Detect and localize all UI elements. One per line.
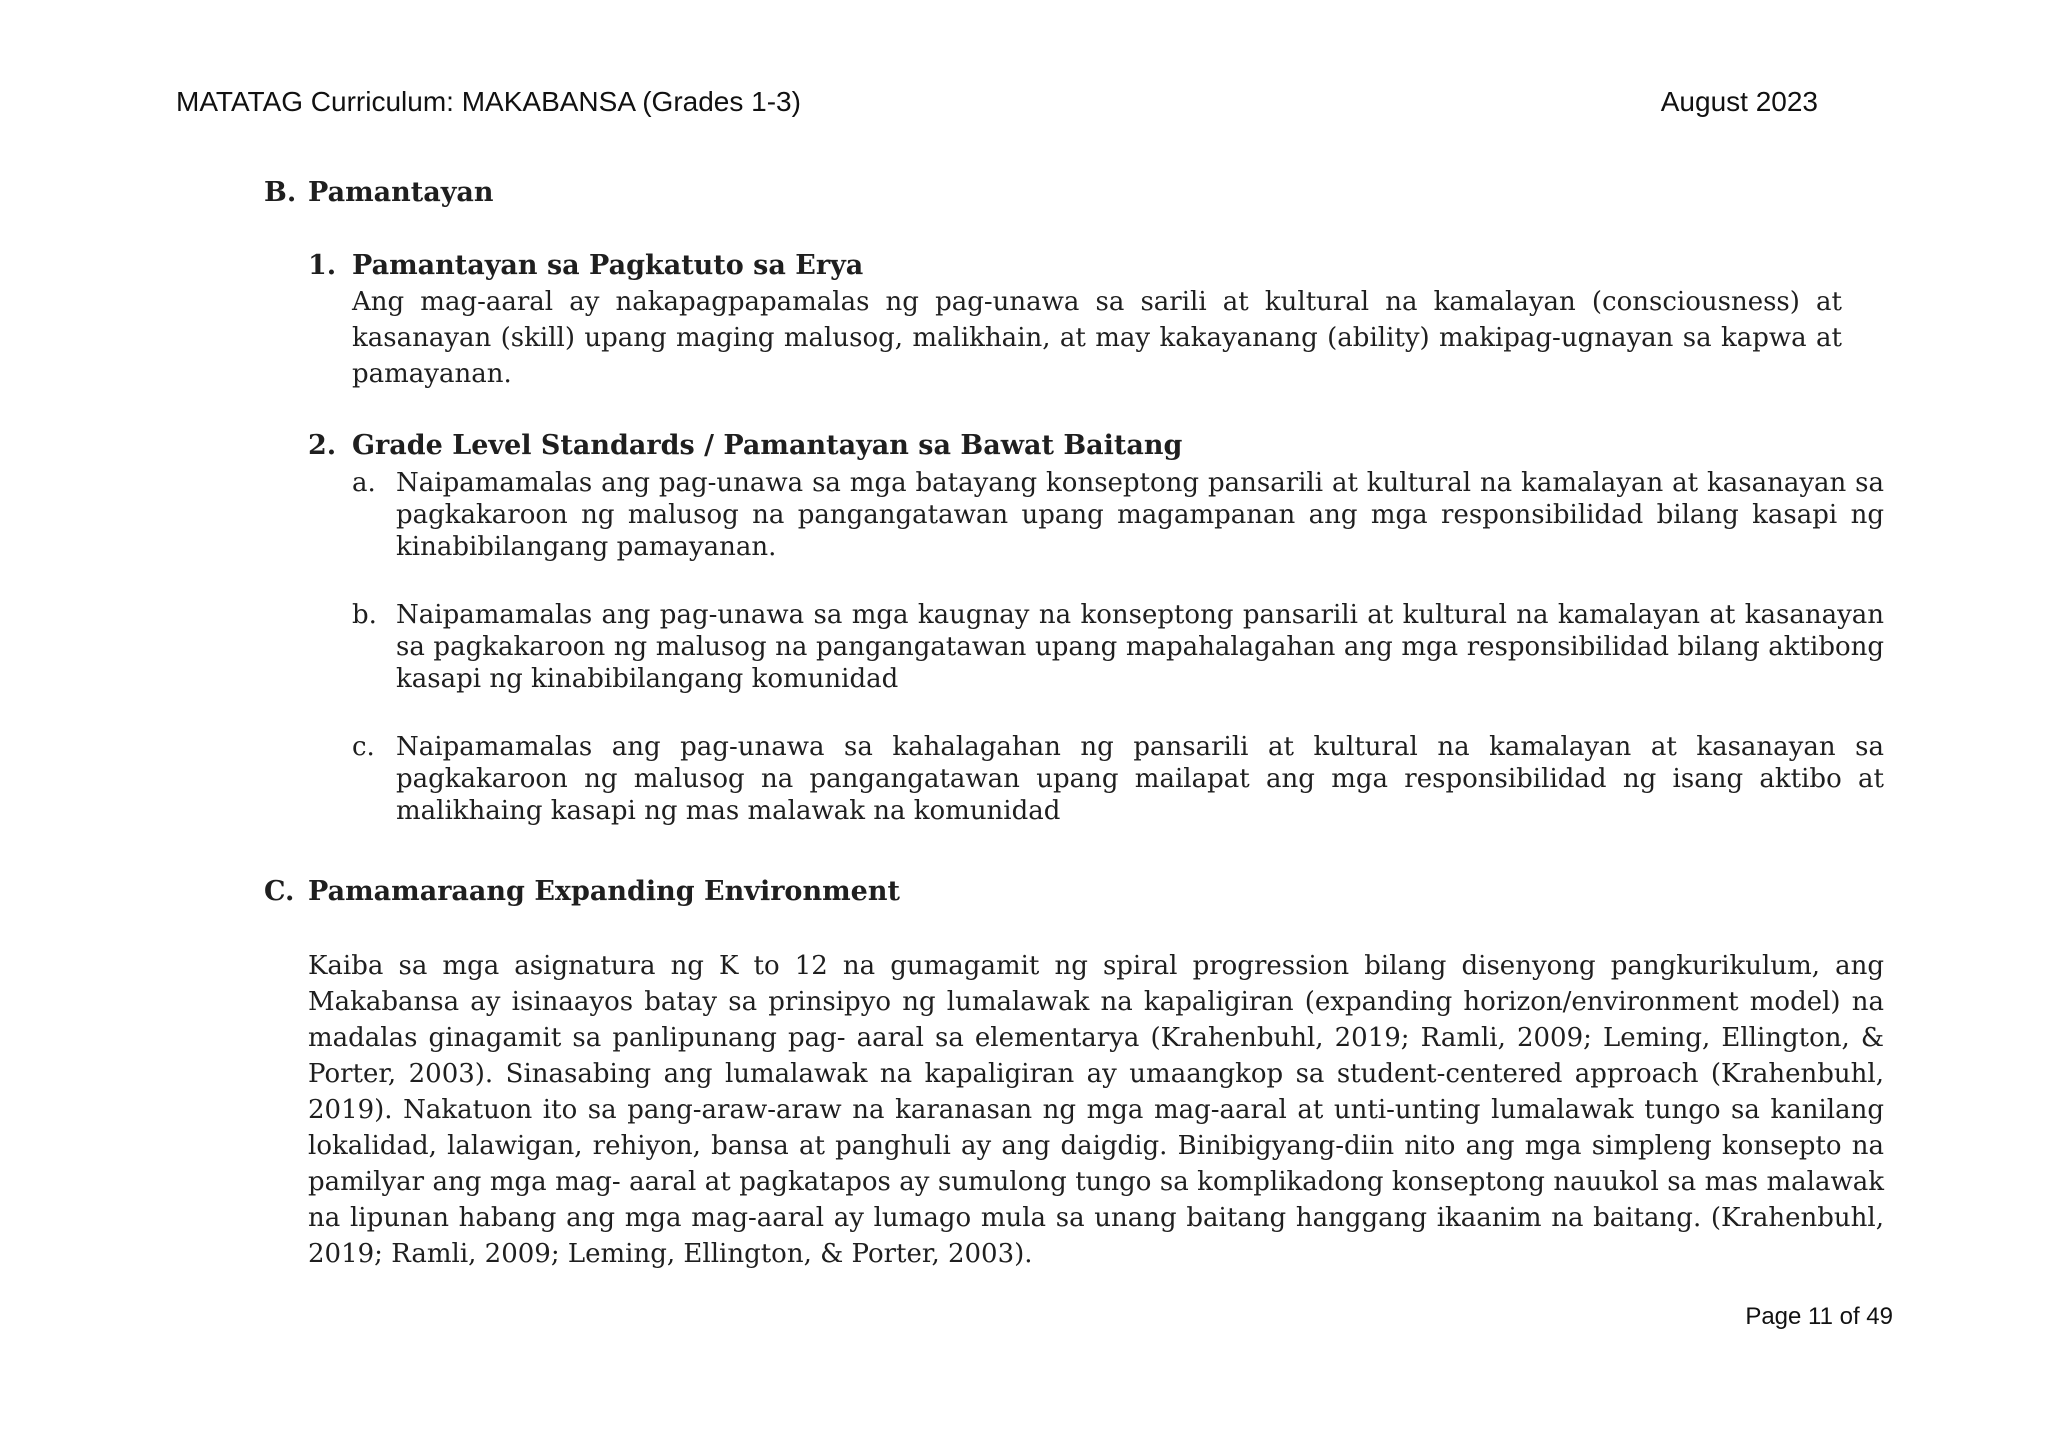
subsection-1-heading — [308, 248, 863, 284]
page-number: Page 11 of 49 — [1745, 1303, 1893, 1330]
section-b-marker: B. — [264, 177, 297, 208]
section-c-text: Kaiba sa mga asignatura ng K to 12 na gumagamit ng spiral progression bilang disenyong pangkurikulum, ang Makabansa ay isinaayos batay sa prinsipyo ng lumalawak na kapaligiran (expanding horizon/environment model) na madalas ginagamit sa panlipunang pag- aaral sa elementarya (Krahenbuhl, 2019; Ramli, 2009; Leming, Ellington, & Porter, 2003). Sinasabing ang lumalawak na kapaligiran ay umaangkop sa student-centered approach (Krahenbuhl, 2019). Nakatuon ito sa pang-araw-araw na karanasan ng mga mag-aaral at unti-unting lumalawak tungo sa kanilang lokalidad, lalawigan, rehiyon, bansa at panghuli ay ang daigdig. Binibigyang-diin nito ang mga simpleng konsepto na pamilyar ang mga mag- aaral at pagkatapos ay sumulong tungo sa komplikadong konseptong nauukol sa mas malawak na lipunan habang ang mga mag-aaral ay lumago mula sa unang baitang hanggang ikaanim na baitang. (Krahenbuhl, 2019; Ramli, 2009; Leming, Ellington, & Porter, 2003). — [308, 951, 1884, 1269]
subsection-1-text: Ang mag-aaral ay nakapagpapamalas ng pag-unawa sa sarili at kultural na kamalayan (consciousness) at kasanayan (skill) upang maging malusog, malikhain, at may kakayanang (ability) makipag-ugnayan sa kapwa at pamayanan. — [352, 287, 1842, 389]
document-header-title: MATATAG Curriculum: MAKABANSA (Grades 1-3) — [176, 86, 801, 117]
standard-item-a — [352, 467, 1884, 563]
section-b-title: Pamantayan — [308, 177, 494, 208]
section-c-heading — [264, 874, 900, 910]
subsection-2-marker: 2. — [308, 430, 337, 461]
standard-item-c — [352, 731, 1884, 827]
subsection-1-marker: 1. — [308, 250, 337, 281]
standard-item-c-letter: c. — [352, 732, 375, 762]
subsection-1-title: Pamantayan sa Pagkatuto sa Erya — [352, 250, 864, 281]
standard-item-b-letter: b. — [352, 600, 377, 630]
subsection-2-title: Grade Level Standards / Pamantayan sa Bawat Baitang — [352, 430, 1183, 461]
subsection-2-heading — [308, 428, 1182, 464]
standard-item-a-letter: a. — [352, 468, 376, 498]
standard-item-c-text: Naipamamalas ang pag-unawa sa kahalagahan ng pansarili at kultural na kamalayan at kasanayan sa pagkakaroon ng malusog na pangangatawan upang mailapat ang mga responsibilidad ng isang aktibo at malikhaing kasapi ng mas malawak na komunidad — [396, 732, 1884, 826]
section-b-heading — [264, 175, 494, 211]
document-header-date: August 2023 — [1660, 86, 1818, 117]
section-c-marker: C. — [264, 876, 295, 907]
section-c-title: Pamamaraang Expanding Environment — [308, 876, 900, 907]
standard-item-a-text: Naipamamalas ang pag-unawa sa mga batayang konseptong pansarili at kultural na kamalayan at kasanayan sa pagkakaroon ng malusog na pangangatawan upang magampanan ang mga responsibilidad bilang kasapi ng kinabibilangang pamayanan. — [396, 468, 1884, 562]
standard-item-b — [352, 599, 1884, 695]
standard-item-b-text: Naipamamalas ang pag-unawa sa mga kaugnay na konseptong pansarili at kultural na kamalayan at kasanayan sa pagkakaroon ng malusog na pangangatawan upang mapahalagahan ang mga responsibilidad bilang aktibong kasapi ng kinabibilangang komunidad — [396, 600, 1884, 694]
